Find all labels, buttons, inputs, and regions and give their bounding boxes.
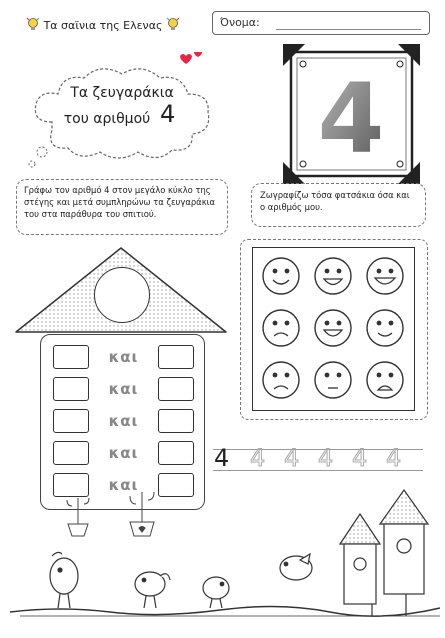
face-angry-icon (261, 308, 301, 348)
window-box-right[interactable] (158, 441, 194, 465)
name-label: Όνομα: (220, 16, 260, 29)
window-box-left[interactable] (53, 441, 89, 465)
window-box-left[interactable] (53, 345, 89, 369)
cactus-icon (67, 492, 154, 536)
instruction-left: Γράφω τον αριθμό 4 στον μεγάλο κύκλο της στέγης και μετά συμπληρώνω τα ζευγαράκια του στα παράθυρα του σπιτιού. (16, 179, 228, 235)
window-box-left[interactable] (53, 377, 89, 401)
kai-label: και (108, 412, 139, 430)
face-tears-of-joy-icon (313, 308, 353, 348)
trace-digit-solid: 4 (214, 444, 230, 472)
trace-digit-dotted[interactable]: 4 (284, 444, 300, 472)
lightbulb-icon (26, 17, 40, 33)
title-line2: του αριθμού (63, 111, 151, 127)
window-box-right[interactable] (158, 377, 194, 401)
featured-digit: 4 (317, 63, 385, 175)
face-crying-icon (365, 360, 405, 400)
trace-digit-dotted[interactable]: 4 (386, 444, 402, 472)
kai-label: και (108, 476, 139, 494)
house-row (53, 409, 194, 436)
face-eye-roll-icon (313, 360, 353, 400)
instruction-right: Ζωγραφίζω τόσα φατσάκια όσα και ο αριθμός μου. (251, 183, 426, 227)
brand-text: Τα σαϊνια της Ελενας (43, 18, 163, 32)
trace-digit-dotted[interactable]: 4 (318, 444, 334, 472)
house-row (53, 345, 194, 372)
bird-icon (50, 552, 312, 608)
decoration-birds (0, 484, 445, 638)
title-digit: 4 (160, 100, 176, 128)
roof-circle[interactable] (94, 267, 150, 323)
title-line1: Τα ζευγαράκια (70, 85, 174, 101)
house-row (53, 377, 194, 404)
face-heart-eyes-icon (313, 256, 353, 296)
name-field[interactable] (212, 11, 430, 35)
kai-label: και (108, 380, 139, 398)
name-line (276, 29, 421, 30)
window-box-right[interactable] (158, 345, 194, 369)
lightbulb-icon (166, 17, 180, 33)
kai-label: και (108, 348, 139, 366)
face-wink-icon (365, 308, 405, 348)
birdhouse-icon (340, 490, 428, 616)
face-laugh-icon (365, 256, 405, 296)
face-furious-icon (261, 360, 301, 400)
face-smile-icon (261, 256, 301, 296)
trace-digit-dotted[interactable]: 4 (352, 444, 368, 472)
house-row (53, 441, 194, 468)
kai-label: και (108, 444, 139, 462)
heart-icon (180, 54, 192, 64)
window-box-left[interactable] (53, 409, 89, 433)
faces-grid (252, 247, 415, 411)
brand-header (14, 14, 192, 36)
trace-digit-dotted[interactable]: 4 (250, 444, 266, 472)
number-frame (283, 44, 420, 184)
window-box-right[interactable] (158, 409, 194, 433)
